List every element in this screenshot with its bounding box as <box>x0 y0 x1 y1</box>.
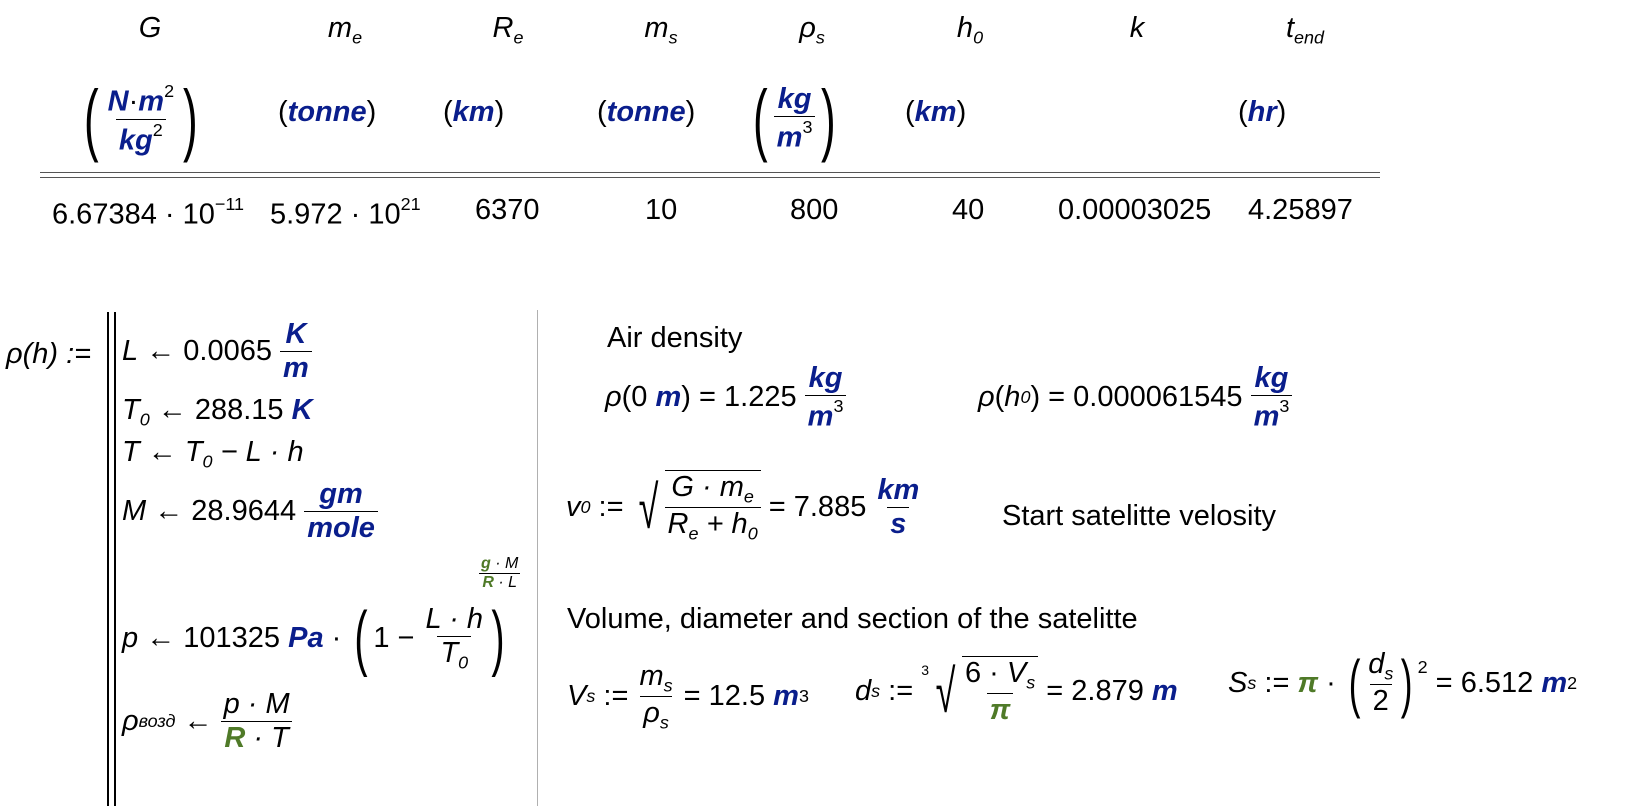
value-k: 0.00003025 <box>1058 194 1212 226</box>
unit-tend: (hr) <box>1238 96 1287 128</box>
rho-at-zero: ρ ( 0 m ) = 1.225 $\frac{kg}{m^3}$ <box>605 362 846 433</box>
program-line-L: L ← 0.0065 $\frac{K}{m}$ <box>122 318 312 385</box>
program-bar <box>107 312 116 806</box>
header-ms: $m_s$ <box>644 12 678 48</box>
value-Re: 6370 <box>475 194 540 226</box>
unit-Re: (km) <box>443 96 505 128</box>
value-h0: 40 <box>952 194 985 226</box>
value-tend: 4.25897 <box>1248 194 1353 226</box>
header-me: $m_e$ <box>327 12 363 48</box>
program-definition: ρ(h) := <box>6 338 92 370</box>
program-line-T0: $T_0$ ← 288.15 K <box>122 394 313 430</box>
program-line-p: p ← 101325 Pa · ( 1 − $\frac{L \cdot h}{T_0}$ ) <box>122 598 505 678</box>
unit-me: (tonne) <box>278 96 377 128</box>
value-rhos: 800 <box>790 194 839 226</box>
header-Re: $R_e$ <box>492 12 524 48</box>
value-me: $5.972 \cdot 10^{21}$ <box>270 194 421 231</box>
table-rule-double <box>40 177 1380 178</box>
program-line-T: T ← $T_0 - L \cdot h$ <box>122 436 304 472</box>
program-line-M: M ← 28.9644 $\frac{gm}{\text{mole}}$ <box>122 478 378 545</box>
region-divider <box>537 310 538 806</box>
value-ms: 10 <box>645 194 678 226</box>
unit-ms: (tonne) <box>597 96 696 128</box>
unit-rhos: ( $\frac{kg}{m^3}$ ) <box>752 74 837 163</box>
rho-at-h0: ρ ( h 0 ) = 0.000061545 $\frac{kg}{m^3}$ <box>978 362 1292 433</box>
program-line-rho: ρ возд ← $\frac{p \cdot M}{R \cdot T}$ <box>122 688 293 755</box>
unit-G: ( $\frac{N\cdot m^2}{kg^2}$ ) <box>83 74 198 163</box>
header-rhos: $\rho_s$ <box>799 12 825 48</box>
header-G: G <box>138 12 162 44</box>
Ss-formula: S s := π · ( $\frac{d_s}{2}$ ) 2 = 6.512 m 2 <box>1228 647 1578 720</box>
header-h0: $h_0$ <box>956 12 984 48</box>
table-rule <box>40 172 1380 173</box>
header-k: k <box>1129 12 1145 44</box>
volume-label: Volume, diameter and section of the satelitte <box>567 603 1138 635</box>
ds-formula: d s := 3 √ $\frac{6 \cdot V_s}{\pi}$ = 2.879 m <box>855 657 1178 727</box>
v0-label: Start satelitte velosity <box>1002 500 1276 532</box>
value-G: $6.67384 \cdot 10^{-11}$ <box>52 194 245 231</box>
program-exponent: $\frac{g \cdot M}{R \cdot L}$ <box>481 555 519 591</box>
Vs-formula: V s := $\frac{m_s}{\rho_s}$ = 12.5 m 3 <box>567 660 809 733</box>
header-tend: $t_{end}$ <box>1285 12 1325 48</box>
air-density-label: Air density <box>607 322 743 354</box>
v0-formula: v 0 := √ $\frac{G \cdot m_e}{R_e + h_0}$ = 7.885 $\frac{km}{s}$ <box>566 471 920 544</box>
unit-h0: (km) <box>905 96 967 128</box>
